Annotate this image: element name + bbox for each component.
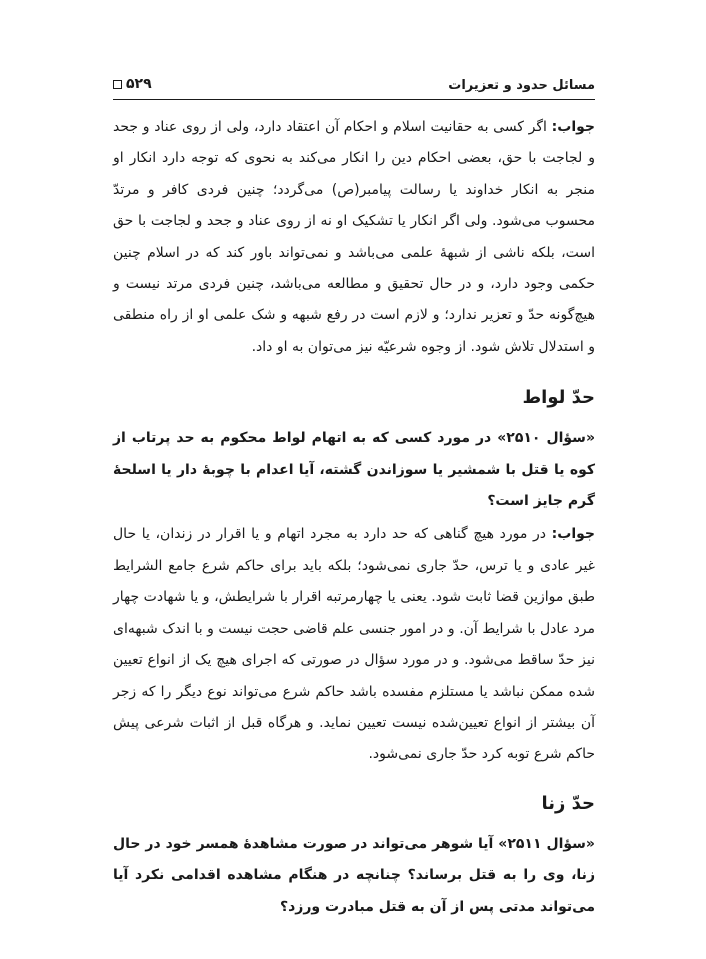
- square-bullet-icon: [113, 80, 122, 89]
- answer-paragraph: [113, 112, 595, 363]
- answer-text: اگر کسی به حقانیت اسلام و احکام آن اعتقاد دارد، ولی از روی عناد و جحد و لجاجت با حق، بعضی احکام دین را انکار می‌کند به نحوی که توجه دارد انکار او منجر به انکار خداوند یا رسالت پیامبر(ص) می‌گردد؛ چنین فردی کافر و مرتدّ محسوب می‌شود. ولی اگر انکار یا تشکیک او نه از روی عناد و جحد و لجاجت با حق است، بلکه ناشی از شبههٔ علمی می‌باشد و نمی‌تواند باور کند که در اسلام چنین حکمی وجود دارد، و در حال تحقیق و مطالعه می‌باشد، چنین فردی مرتد نیست و هیچ‌گونه حدّ و تعزیر ندارد؛ و لازم است در رفع شبهه و شک علمی او از راه منطقی و استدلال تلاش شود. از وجوه شرعیّه نیز می‌توان به او داد.: [113, 119, 595, 355]
- section-heading-zena: حدّ زنا: [541, 792, 595, 814]
- question-text: در مورد کسی که به اتهام لواط محکوم به حد پرتاب از کوه یا قتل با شمشیر یا سوزاندن گشته، آیا اعدام با چوبهٔ دار یا اسلحهٔ گرم جایز است؟: [113, 430, 595, 510]
- running-title: مسائل حدود و تعزیرات: [448, 78, 595, 93]
- header-divider: [113, 99, 595, 100]
- page-body: [113, 112, 595, 923]
- page-number: ۵۲۹: [126, 76, 152, 92]
- page-number-block: [113, 76, 152, 92]
- question-text: آیا شوهر می‌تواند در صورت مشاهدهٔ همسر خود در حال زنا، وی را به قتل برساند؟ چنانچه در هنگام مشاهده اقدامی نکرد آیا می‌تواند مدتی پس از آن به قتل مبادرت ورزد؟: [113, 835, 595, 915]
- question-paragraph-2510: [113, 423, 595, 517]
- answer-label: جواب:: [551, 119, 595, 135]
- page-header: [113, 72, 595, 98]
- answer-paragraph-2510: [113, 519, 595, 770]
- section-heading-lavat: حدّ لواط: [522, 387, 595, 409]
- answer-text: در مورد هیچ گناهی که حد دارد به مجرد اتهام و یا اقرار در زندان، یا حال غیر عادی و یا ترس، حدّ جاری نمی‌شود؛ بلکه باید برای حاکم شرع جامع الشرایط طبق موازین قضا ثابت شود. یعنی یا چهارمرتبه اقرار با شرایطش، و یا شهادت چهار مرد عادل با شرایط آن. و در امور جنسی علم قاضی حجت نیست و با اندک شبهه‌ای نیز حدّ ساقط می‌شود. و در مورد سؤال در صورتی که اجرای هیچ یک از انواع تعیین شده ممکن نباشد یا مستلزم مفسده باشد حاکم شرع می‌تواند نوع دیگر را که زجر آن بیشتر از انواع تعیین‌شده نیست تعیین نماید. و هرگاه قبل از اثبات شرعی پیش حاکم شرع توبه کرد حدّ جاری نمی‌شود.: [113, 526, 595, 763]
- question-number: «سؤال ۲۵۱۱»: [498, 835, 595, 852]
- answer-label: جواب:: [551, 526, 595, 543]
- question-number: «سؤال ۲۵۱۰»: [497, 430, 595, 447]
- question-paragraph-2511: [113, 829, 595, 923]
